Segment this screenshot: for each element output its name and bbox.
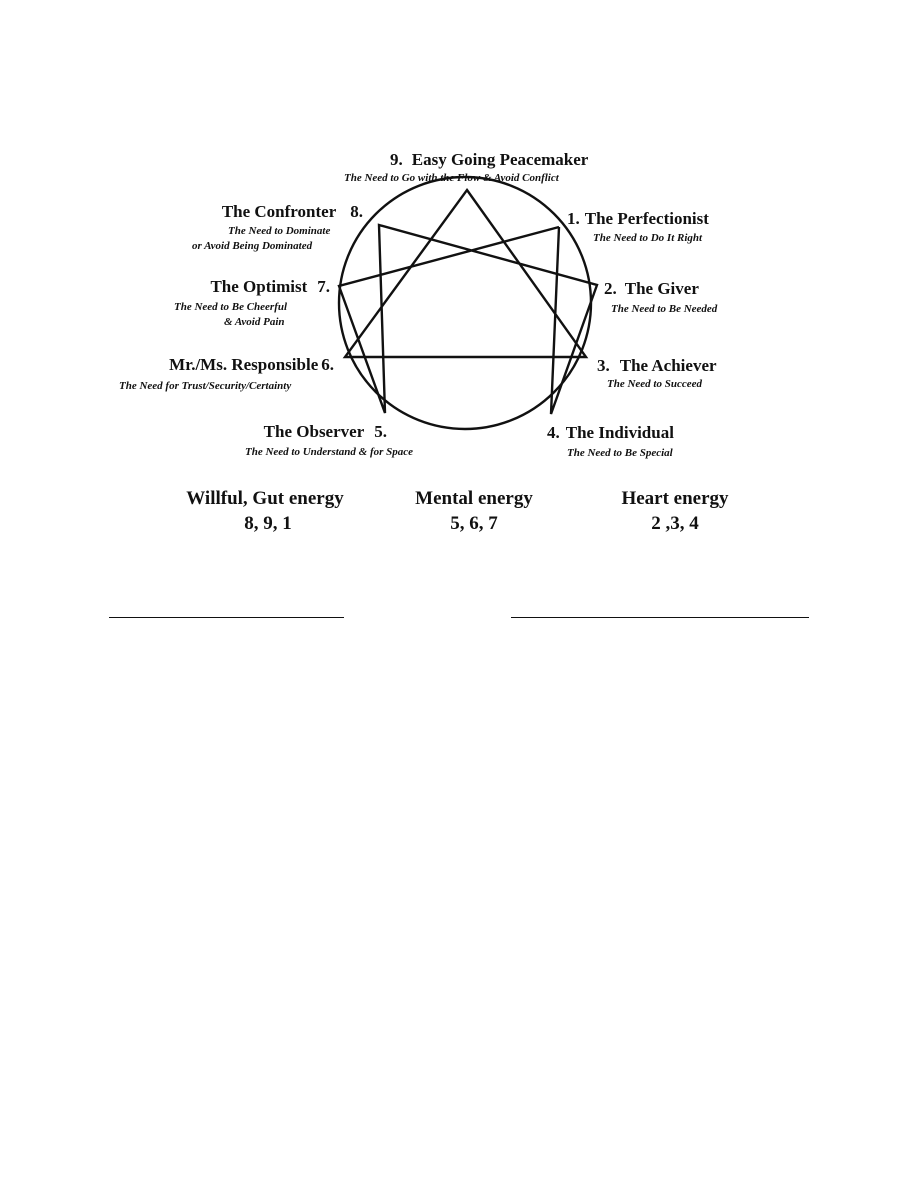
point-6-number: 6. [321,355,334,374]
point-3-number: 3. [597,356,610,375]
energy-gut-members: 8, 9, 1 [244,513,292,534]
point-6-heading [169,355,334,374]
point-1-label [567,209,709,244]
point-2-need: The Need to Be Needed [611,303,718,315]
energy-mental-members: 5, 6, 7 [450,513,498,534]
blank-line-left [109,617,344,618]
point-8-need-line1: The Need to Dominate [228,225,331,237]
point-7-number: 7. [317,277,330,296]
point-9-number: 9. [390,150,403,169]
point-1-need: The Need to Do It Right [593,232,703,244]
point-5-number: 5. [374,422,387,441]
point-8-name: The Confronter [221,202,337,221]
point-7-need-line2: & Avoid Pain [224,316,285,328]
point-2-label [604,279,718,315]
point-5-label [245,422,413,458]
point-8-label [192,202,363,252]
point-5-need: The Need to Understand & for Space [245,446,414,458]
blank-line-right [511,617,809,618]
point-8-heading [222,202,363,221]
point-4-number: 4. [547,423,560,442]
point-4-label [547,423,674,459]
energy-heart [621,488,729,534]
point-8-number: 8. [350,202,363,221]
point-4-name: The Individual [565,423,674,442]
point-5-heading [264,422,387,441]
energy-mental-label: Mental energy [415,488,533,509]
point-2-name: The Giver [624,279,699,298]
point-5-name: The Observer [263,422,365,441]
point-3-name: The Achiever [619,356,717,375]
point-1-heading [567,209,709,228]
point-6-name: Mr./Ms. Responsible [169,355,319,374]
point-9-name: Easy Going Peacemaker [411,150,589,169]
energy-heart-members: 2 ,3, 4 [651,513,699,534]
energy-mental [415,488,533,534]
point-1-name: The Perfectionist [584,209,709,228]
energy-gut [186,488,344,534]
point-7-need-line1: The Need to Be Cheerful [174,301,288,313]
point-1-number: 1. [567,209,580,228]
point-9-label [344,150,589,184]
point-8-need-line2: or Avoid Being Dominated [192,240,313,252]
point-6-need: The Need for Trust/Security/Certainty [119,380,292,392]
point-9-heading [390,150,589,169]
point-7-heading [210,277,330,296]
point-3-label [597,356,717,390]
point-7-name: The Optimist [210,277,308,296]
energy-gut-label: Willful, Gut energy [186,488,344,509]
point-2-heading [604,279,699,298]
point-3-heading [597,356,717,375]
point-3-need: The Need to Succeed [607,378,702,390]
point-9-need: The Need to Go with the Flow & Avoid Conflict [344,172,559,184]
energy-heart-label: Heart energy [621,488,729,509]
point-4-need: The Need to Be Special [567,447,673,459]
point-7-label [174,277,330,328]
point-2-number: 2. [604,279,617,298]
point-4-heading [547,423,674,442]
point-6-label [119,355,334,392]
